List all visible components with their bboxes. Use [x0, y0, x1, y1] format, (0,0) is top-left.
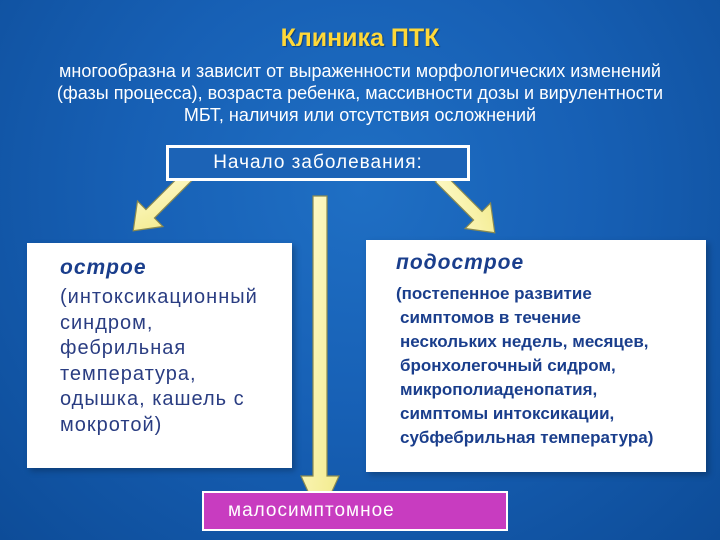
- intro-line: многообразна и зависит от выраженности морфологических изменений: [59, 61, 661, 81]
- intro-line: МБТ, наличия или отсутствия осложнений: [183, 105, 537, 125]
- subacute-line: бронхолегочный сидром,: [400, 356, 616, 375]
- acute-panel: [27, 243, 292, 468]
- subacute-panel: [366, 240, 706, 472]
- onset-label: Начало заболевания: [213, 152, 417, 173]
- subacute-description: [396, 282, 653, 450]
- oligosymptomatic-box: малосимптомное: [202, 491, 508, 531]
- acute-line: фебрильная: [60, 337, 187, 359]
- acute-heading: острое: [60, 256, 147, 279]
- subacute-line: субфебрильная температура): [400, 428, 654, 447]
- subacute-line: (постепенное развитие: [396, 284, 592, 303]
- subacute-line: микрополиаденопатия,: [400, 380, 598, 399]
- subacute-line: симптомов в течение: [400, 308, 581, 327]
- acute-line: (интоксикационный: [60, 286, 258, 308]
- subacute-line: нескольких недель, месяцев,: [400, 332, 649, 351]
- arrow-down-center-icon: [301, 196, 339, 518]
- acute-line: температура,: [60, 362, 197, 385]
- acute-line: одышка, кашель с: [60, 388, 245, 410]
- slide-title: Клиника ПТК: [280, 24, 440, 52]
- onset-colon: :: [416, 152, 423, 173]
- intro-line: (фазы процесса), возраста ребенка, массивности дозы и вирулентности: [56, 83, 664, 103]
- subacute-heading: подострое: [396, 251, 525, 274]
- subacute-line: симптомы интоксикации,: [400, 404, 615, 423]
- acute-line: мокротой): [60, 413, 163, 436]
- acute-line: синдром,: [60, 311, 154, 334]
- acute-description: [60, 285, 258, 438]
- onset-box: [166, 145, 470, 181]
